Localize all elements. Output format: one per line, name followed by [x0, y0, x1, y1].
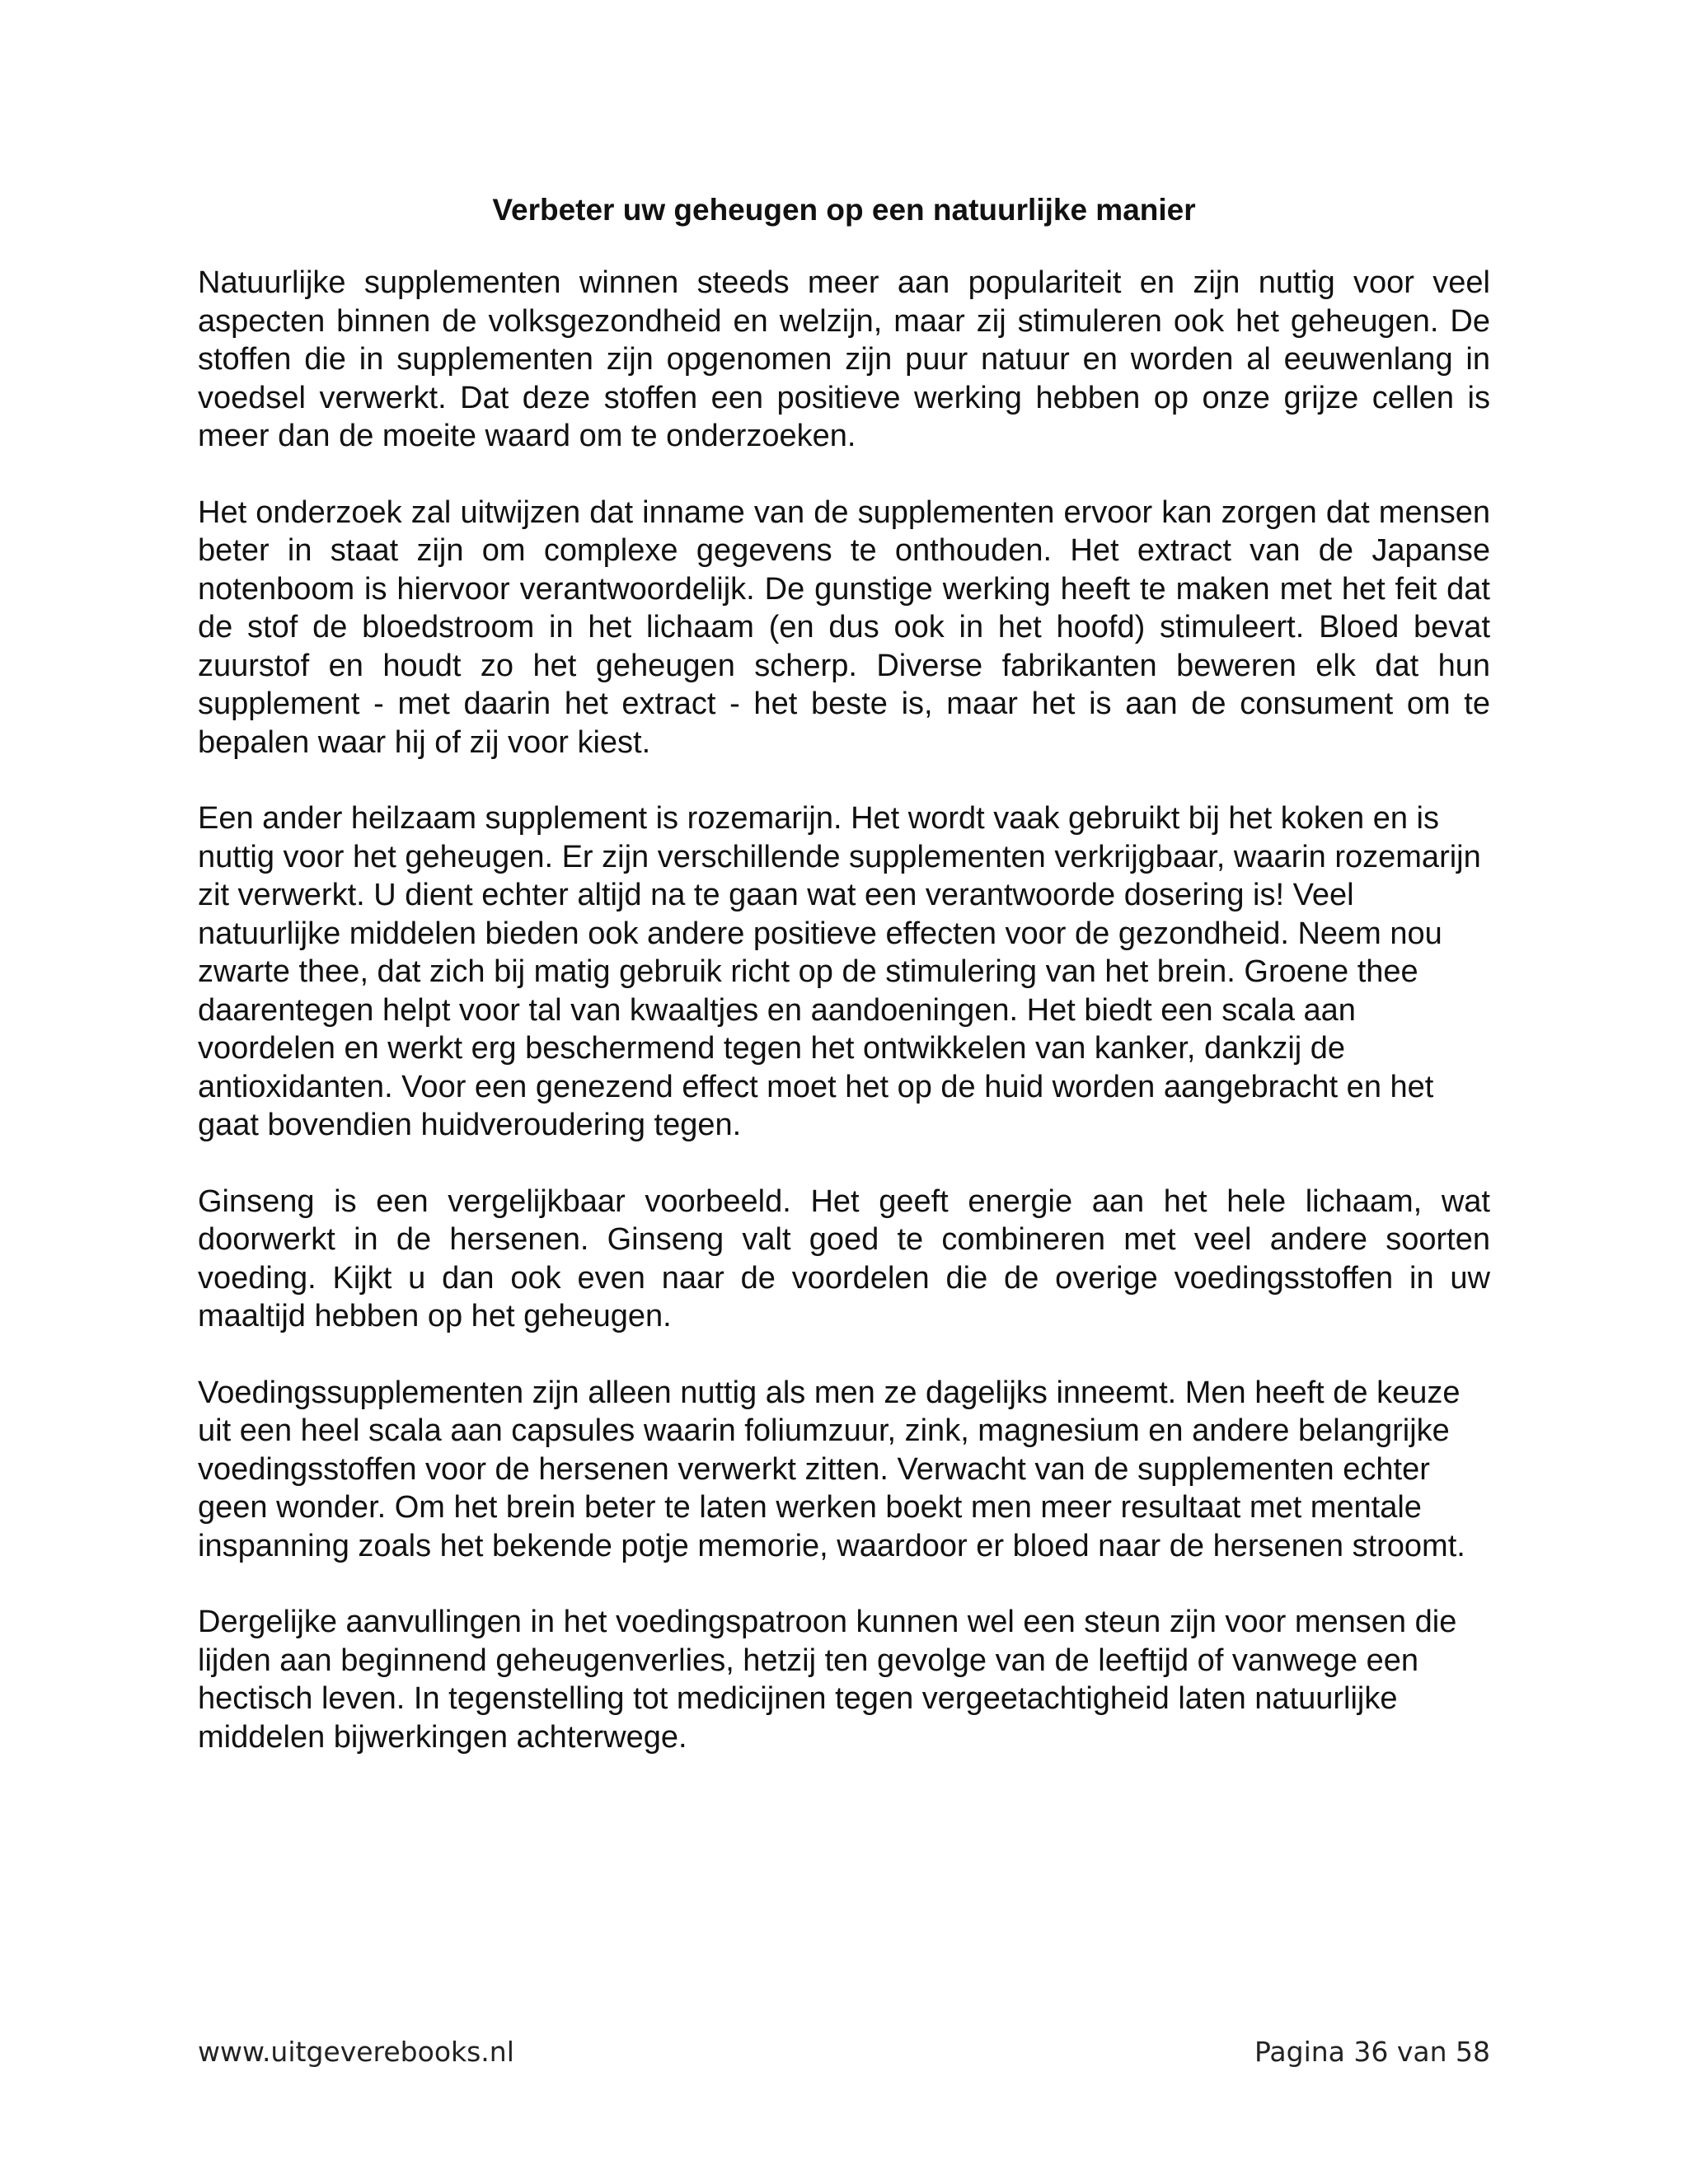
paragraph-food-supplements: Voedingssupplementen zijn alleen nuttig als men ze dagelijks inneemt. Men heeft de keuze uit een heel scala aan capsules waarin foliumzuur, zink, magnesium en andere belangrijke voedingsstoffen voor de hersenen verwerkt zitten. Verwacht van de supplementen echter geen wonder. Om het brein beter te laten werken boekt men meer resultaat met mentale inspanning zoals het bekende potje memorie, waardoor er bloed naar de hersenen stroomt.: [198, 1375, 1465, 1563]
paragraph-rosemary: Een ander heilzaam supplement is rozemarijn. Het wordt vaak gebruikt bij het koken en is nuttig voor het geheugen. Er zijn verschillende supplementen verkrijgbaar, waarin rozemarijn zit verwerkt. U dient echter altijd na te gaan wat een verantwoorde dosering is! Veel natuurlijke middelen bieden ook andere positieve effecten voor de gezondheid. Neem nou zwarte thee, dat zich bij matig gebruik richt op de stimulering van het brein. Groene thee daarentegen helpt voor tal van kwaaltjes en aandoeningen. Het biedt een scala aan voordelen en werkt erg beschermend tegen het ontwikkelen van kanker, dankzij de antioxidanten. Voor een genezend effect moet het op de huid worden aangebracht en het gaat bovendien huidveroudering tegen.: [198, 801, 1481, 1142]
paragraph-natural-supplements: Natuurlijke supplementen winnen steeds meer aan populariteit en zijn nuttig voor veel aspecten binnen de volksgezondheid en welzijn, maar zij stimuleren ook het geheugen. De stoffen die in supplementen zijn opgenomen zijn puur natuur en worden al eeuwenlang in voedsel verwerkt. Dat deze stoffen een positieve werking hebben op onze grijze cellen is meer dan de moeite waard om te onderzoeken.: [198, 265, 1490, 453]
footer-page-number: Pagina 36 van 58: [1254, 2036, 1490, 2068]
paragraph-ginseng: Ginseng is een vergelijkbaar voorbeeld. Het geeft energie aan het hele lichaam, wat doorwerkt in de hersenen. Ginseng valt goed te combineren met veel andere soorten voeding. Kijkt u dan ook even naar de voordelen die de overige voedingsstoffen in uw maaltijd hebben op het geheugen.: [198, 1183, 1490, 1333]
document-title: Verbeter uw geheugen op een natuurlijke manier: [492, 193, 1196, 227]
footer-website: www.uitgeverebooks.nl: [198, 2036, 514, 2068]
paragraph-conclusion: Dergelijke aanvullingen in het voedingspatroon kunnen wel een steun zijn voor mensen die lijden aan beginnend geheugenverlies, hetzij ten gevolge van de leeftijd of vanwege een hectisch leven. In tegenstelling tot medicijnen tegen vergeetachtigheid laten natuurlijke middelen bijwerkingen achterwege.: [198, 1605, 1457, 1755]
document-page: [198, 191, 1490, 1794]
paragraph-research: Het onderzoek zal uitwijzen dat inname van de supplementen ervoor kan zorgen dat mensen beter in staat zijn om complexe gegevens te onthouden. Het extract van de Japanse notenboom is hiervoor verantwoordelijk. De gunstige werking heeft te maken met het feit dat de stof de bloedstroom in het lichaam (en dus ook in het hoofd) stimuleert. Bloed bevat zuurstof en houdt zo het geheugen scherp. Diverse fabrikanten beweren elk dat hun supplement - met daarin het extract - het beste is, maar het is aan de consument om te bepalen waar hij of zij voor kiest.: [198, 494, 1490, 760]
